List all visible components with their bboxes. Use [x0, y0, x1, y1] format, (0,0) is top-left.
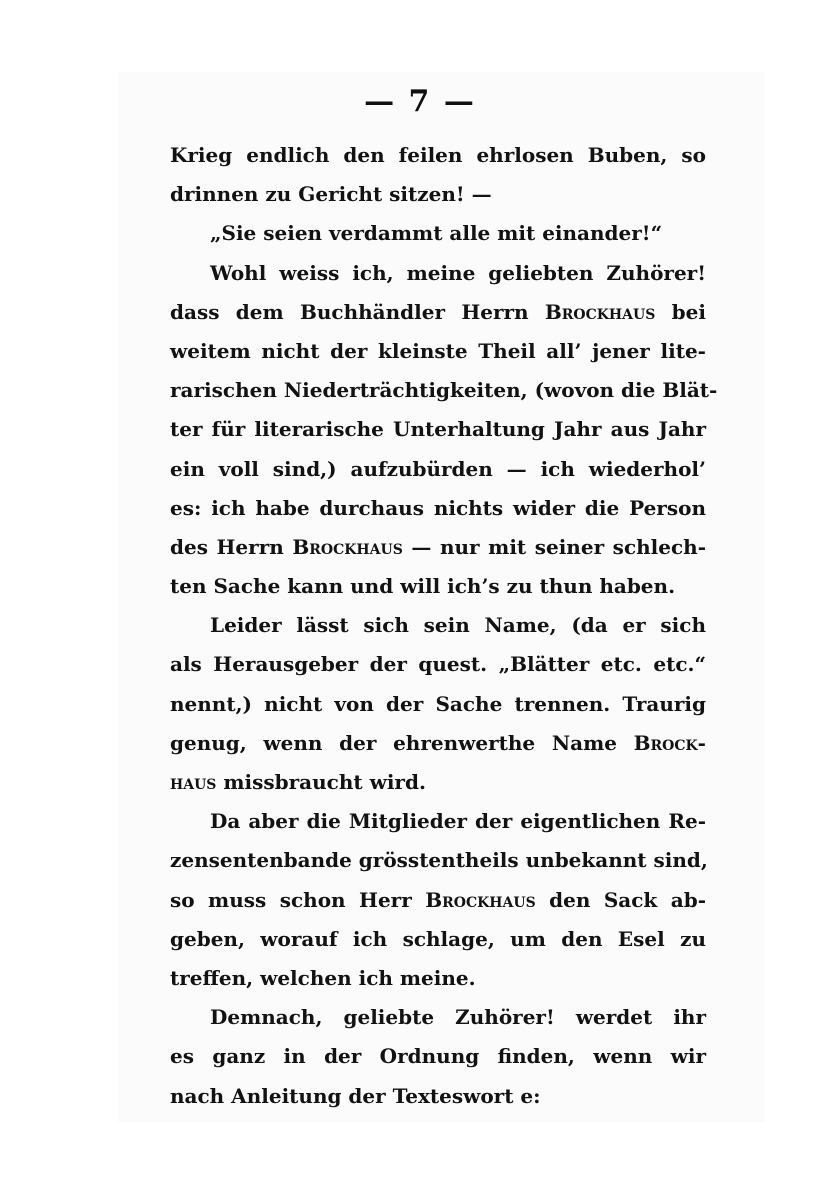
- text-line: als Herausgeber der quest. „Blätter etc. etc.“: [170, 652, 706, 677]
- text-line: Da aber die Mitglieder der eigentlichen Re-: [210, 809, 706, 834]
- text-line: Demnach, geliebte Zuhörer! werdet ihr: [210, 1005, 706, 1030]
- text-segment: bei: [655, 299, 706, 324]
- text-line: ein voll sind,) aufzubürden — ich wiederhol’: [170, 456, 706, 481]
- text-line: drinnen zu Gericht sitzen! —: [170, 182, 492, 207]
- text-line: Wohl weiss ich, meine geliebten Zuhörer!: [210, 260, 706, 285]
- text-segment: den Sack ab-: [535, 887, 706, 912]
- text-line: ter für literarische Unterhaltung Jahr aus Jahr: [170, 417, 706, 442]
- text-line: es: ich habe durchaus nichts wider die Person: [170, 495, 706, 520]
- page-number-header: — 7 —: [364, 84, 476, 119]
- text-line: ten Sache kann und will ich’s zu thun haben.: [170, 574, 676, 599]
- name-brockhaus: Brockhaus: [292, 534, 403, 559]
- body-text: [170, 136, 718, 1116]
- text-line: [170, 881, 706, 920]
- text-line: [170, 528, 706, 567]
- text-line: [170, 293, 706, 332]
- text-line: nennt,) nicht von der Sache trennen. Traurig: [170, 691, 706, 716]
- text-line: Leider lässt sich sein Name, (da er sich: [210, 613, 706, 638]
- name-brockhaus: haus: [170, 770, 217, 794]
- text-line: nach Anleitung der Texteswort e:: [170, 1083, 541, 1108]
- text-segment: so muss schon Herr: [170, 887, 426, 912]
- text-line: weitem nicht der kleinste Theil all’ jener lite-: [170, 338, 706, 363]
- text-line: treffen, welchen ich meine.: [170, 965, 476, 990]
- text-line: „Sie seien verdammt alle mit einander!“: [210, 221, 663, 246]
- text-line: rarischen Niederträchtigkeiten, (wovon die Blät-: [170, 378, 718, 403]
- text-line: geben, worauf ich schlage, um den Esel zu: [170, 926, 706, 951]
- name-brockhaus: Brockhaus: [425, 887, 536, 912]
- text-segment: dass dem Buchhändler Herrn: [170, 299, 545, 324]
- text-segment: genug, wenn der ehrenwerthe Name: [170, 730, 634, 755]
- text-segment: — nur mit seiner schlech-: [402, 534, 707, 559]
- text-segment: des Herrn: [170, 534, 293, 559]
- text-line: [170, 763, 706, 802]
- name-brockhaus: Brock-: [633, 730, 706, 755]
- text-line: Krieg endlich den feilen ehrlosen Buben, so: [170, 143, 706, 167]
- text-line: es ganz in der Ordnung finden, wenn wir: [170, 1044, 706, 1069]
- text-segment: missbraucht wird.: [216, 770, 426, 794]
- text-line: [170, 724, 706, 763]
- text-line: zensentenbande grösstentheils unbekannt sind,: [170, 848, 708, 873]
- name-brockhaus: Brockhaus: [544, 299, 656, 324]
